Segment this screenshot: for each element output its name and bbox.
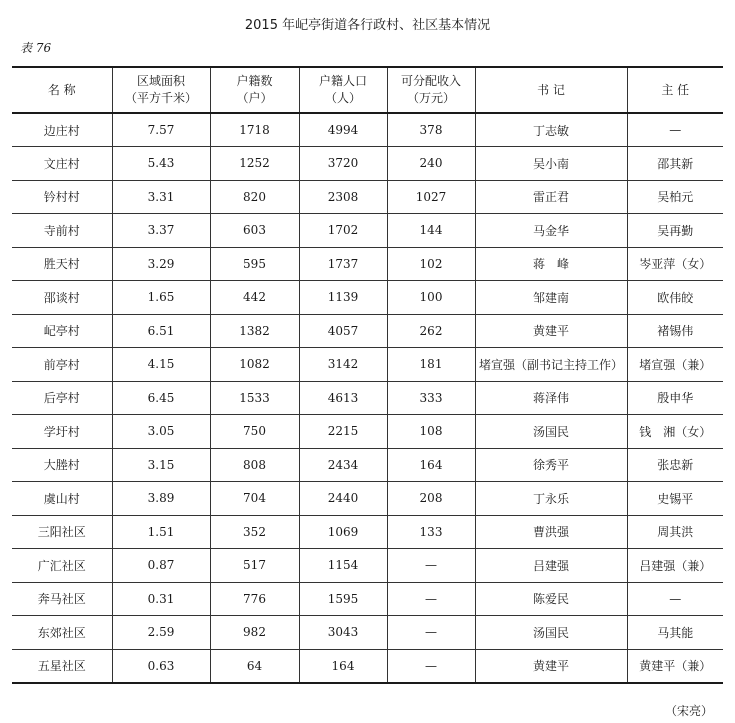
cell-income: 102 <box>387 247 475 281</box>
cell-area: 7.57 <box>112 113 210 147</box>
column-header-label: 区域面积 <box>136 74 185 88</box>
cell-secretary: 堵宣强（副书记主持工作） <box>475 348 627 382</box>
cell-income: 133 <box>387 515 475 549</box>
cell-households: 808 <box>210 448 299 482</box>
cell-households: 352 <box>210 515 299 549</box>
table-row <box>12 549 723 583</box>
cell-name: 胜天村 <box>12 247 112 281</box>
cell-director: 钱 湘（女） <box>627 415 723 449</box>
cell-area: 0.31 <box>112 582 210 616</box>
cell-director: 欧伟皎 <box>627 281 723 315</box>
cell-households: 64 <box>210 649 299 683</box>
cell-name: 屺亭村 <box>12 314 112 348</box>
column-header-population <box>299 67 387 113</box>
column-header-area <box>112 67 210 113</box>
cell-secretary: 吴小南 <box>475 147 627 181</box>
table-row <box>12 482 723 516</box>
cell-households: 603 <box>210 214 299 248</box>
column-header-unit: （人） <box>324 91 361 105</box>
cell-area: 5.43 <box>112 147 210 181</box>
cell-name: 后亭村 <box>12 381 112 415</box>
cell-population: 2308 <box>299 180 387 214</box>
cell-name: 边庄村 <box>12 113 112 147</box>
column-header-label: 户籍人口 <box>318 74 367 88</box>
column-header-name <box>12 67 112 113</box>
cell-name: 五星社区 <box>12 649 112 683</box>
cell-director: 邵其新 <box>627 147 723 181</box>
cell-director: — <box>627 113 723 147</box>
cell-income: 164 <box>387 448 475 482</box>
cell-area: 3.15 <box>112 448 210 482</box>
cell-population: 3142 <box>299 348 387 382</box>
cell-secretary: 吕建强 <box>475 549 627 583</box>
cell-area: 1.51 <box>112 515 210 549</box>
cell-secretary: 蒋泽伟 <box>475 381 627 415</box>
cell-population: 2215 <box>299 415 387 449</box>
cell-households: 1082 <box>210 348 299 382</box>
table-number: 表 76 <box>20 41 52 55</box>
cell-income: 208 <box>387 482 475 516</box>
cell-income: 1027 <box>387 180 475 214</box>
cell-name: 广汇社区 <box>12 549 112 583</box>
table-row <box>12 113 723 147</box>
cell-population: 1595 <box>299 582 387 616</box>
cell-secretary: 陈爱民 <box>475 582 627 616</box>
cell-name: 前亭村 <box>12 348 112 382</box>
cell-director: 吴柏元 <box>627 180 723 214</box>
cell-director: 吴再勤 <box>627 214 723 248</box>
cell-name: 东郊社区 <box>12 616 112 650</box>
village-stats-table <box>12 66 723 684</box>
column-header-director <box>627 67 723 113</box>
cell-households: 1533 <box>210 381 299 415</box>
table-row <box>12 616 723 650</box>
cell-director: — <box>627 582 723 616</box>
column-header-label: 书 记 <box>537 82 565 97</box>
table-row <box>12 448 723 482</box>
table-row <box>12 381 723 415</box>
cell-income: 240 <box>387 147 475 181</box>
cell-households: 750 <box>210 415 299 449</box>
cell-secretary: 雷正君 <box>475 180 627 214</box>
cell-director: 褚锡伟 <box>627 314 723 348</box>
cell-income: 181 <box>387 348 475 382</box>
cell-director: 史锡平 <box>627 482 723 516</box>
cell-secretary: 邹建南 <box>475 281 627 315</box>
table-row <box>12 314 723 348</box>
table-row <box>12 247 723 281</box>
column-header-unit: （户） <box>236 91 273 105</box>
cell-area: 0.87 <box>112 549 210 583</box>
table-row <box>12 649 723 683</box>
cell-secretary: 汤国民 <box>475 415 627 449</box>
cell-area: 1.65 <box>112 281 210 315</box>
cell-population: 1069 <box>299 515 387 549</box>
table-row <box>12 214 723 248</box>
cell-population: 3043 <box>299 616 387 650</box>
cell-name: 虞山村 <box>12 482 112 516</box>
source-credit: （宋亮） <box>664 704 713 718</box>
table-row <box>12 582 723 616</box>
table-row <box>12 348 723 382</box>
cell-name: 钤村村 <box>12 180 112 214</box>
cell-secretary: 蒋 峰 <box>475 247 627 281</box>
cell-population: 2434 <box>299 448 387 482</box>
cell-population: 1737 <box>299 247 387 281</box>
cell-secretary: 丁志敏 <box>475 113 627 147</box>
cell-population: 4613 <box>299 381 387 415</box>
cell-population: 2440 <box>299 482 387 516</box>
cell-secretary: 曹洪强 <box>475 515 627 549</box>
cell-area: 3.05 <box>112 415 210 449</box>
cell-population: 3720 <box>299 147 387 181</box>
cell-secretary: 黄建平 <box>475 314 627 348</box>
cell-director: 黄建平（兼） <box>627 649 723 683</box>
cell-income: — <box>387 649 475 683</box>
cell-population: 4057 <box>299 314 387 348</box>
cell-secretary: 丁永乐 <box>475 482 627 516</box>
cell-households: 1252 <box>210 147 299 181</box>
cell-director: 周其洪 <box>627 515 723 549</box>
cell-name: 文庄村 <box>12 147 112 181</box>
cell-income: 108 <box>387 415 475 449</box>
cell-area: 2.59 <box>112 616 210 650</box>
cell-name: 邵谈村 <box>12 281 112 315</box>
table-title: 2015 年屺亭街道各行政村、社区基本情况 <box>244 18 491 33</box>
cell-director: 堵宣强（兼） <box>627 348 723 382</box>
cell-director: 吕建强（兼） <box>627 549 723 583</box>
cell-area: 6.51 <box>112 314 210 348</box>
cell-population: 164 <box>299 649 387 683</box>
cell-income: 262 <box>387 314 475 348</box>
cell-name: 寺前村 <box>12 214 112 248</box>
column-header-label: 户籍数 <box>236 74 273 88</box>
cell-households: 982 <box>210 616 299 650</box>
cell-name: 学圩村 <box>12 415 112 449</box>
cell-secretary: 徐秀平 <box>475 448 627 482</box>
cell-area: 3.89 <box>112 482 210 516</box>
column-header-secretary <box>475 67 627 113</box>
cell-population: 1139 <box>299 281 387 315</box>
cell-secretary: 黄建平 <box>475 649 627 683</box>
table-header-row <box>12 67 723 113</box>
cell-income: — <box>387 616 475 650</box>
cell-name: 大塍村 <box>12 448 112 482</box>
cell-income: 100 <box>387 281 475 315</box>
cell-secretary: 马金华 <box>475 214 627 248</box>
column-header-label: 可分配收入 <box>400 74 461 88</box>
table-row <box>12 180 723 214</box>
cell-households: 704 <box>210 482 299 516</box>
cell-director: 殷申华 <box>627 381 723 415</box>
table-row <box>12 281 723 315</box>
column-header-unit: （平方千米） <box>124 91 197 105</box>
column-header-label: 名 称 <box>47 82 76 97</box>
table-row <box>12 147 723 181</box>
cell-area: 4.15 <box>112 348 210 382</box>
column-header-income <box>387 67 475 113</box>
cell-income: 144 <box>387 214 475 248</box>
cell-households: 1718 <box>210 113 299 147</box>
table-row <box>12 415 723 449</box>
cell-households: 442 <box>210 281 299 315</box>
cell-name: 三阳社区 <box>12 515 112 549</box>
cell-population: 1154 <box>299 549 387 583</box>
column-header-unit: （万元） <box>406 91 455 105</box>
column-header-households <box>210 67 299 113</box>
cell-area: 6.45 <box>112 381 210 415</box>
cell-area: 3.37 <box>112 214 210 248</box>
cell-income: 378 <box>387 113 475 147</box>
cell-area: 3.29 <box>112 247 210 281</box>
cell-population: 4994 <box>299 113 387 147</box>
cell-population: 1702 <box>299 214 387 248</box>
cell-name: 奔马社区 <box>12 582 112 616</box>
cell-director: 岑亚萍（女） <box>627 247 723 281</box>
cell-income: — <box>387 582 475 616</box>
cell-area: 3.31 <box>112 180 210 214</box>
column-header-label: 主 任 <box>661 82 690 97</box>
cell-households: 776 <box>210 582 299 616</box>
cell-income: — <box>387 549 475 583</box>
table-row <box>12 515 723 549</box>
cell-households: 1382 <box>210 314 299 348</box>
cell-households: 820 <box>210 180 299 214</box>
cell-households: 517 <box>210 549 299 583</box>
cell-area: 0.63 <box>112 649 210 683</box>
cell-secretary: 汤国民 <box>475 616 627 650</box>
cell-director: 马其能 <box>627 616 723 650</box>
cell-director: 张忠新 <box>627 448 723 482</box>
cell-income: 333 <box>387 381 475 415</box>
cell-households: 595 <box>210 247 299 281</box>
table-body <box>12 113 723 683</box>
